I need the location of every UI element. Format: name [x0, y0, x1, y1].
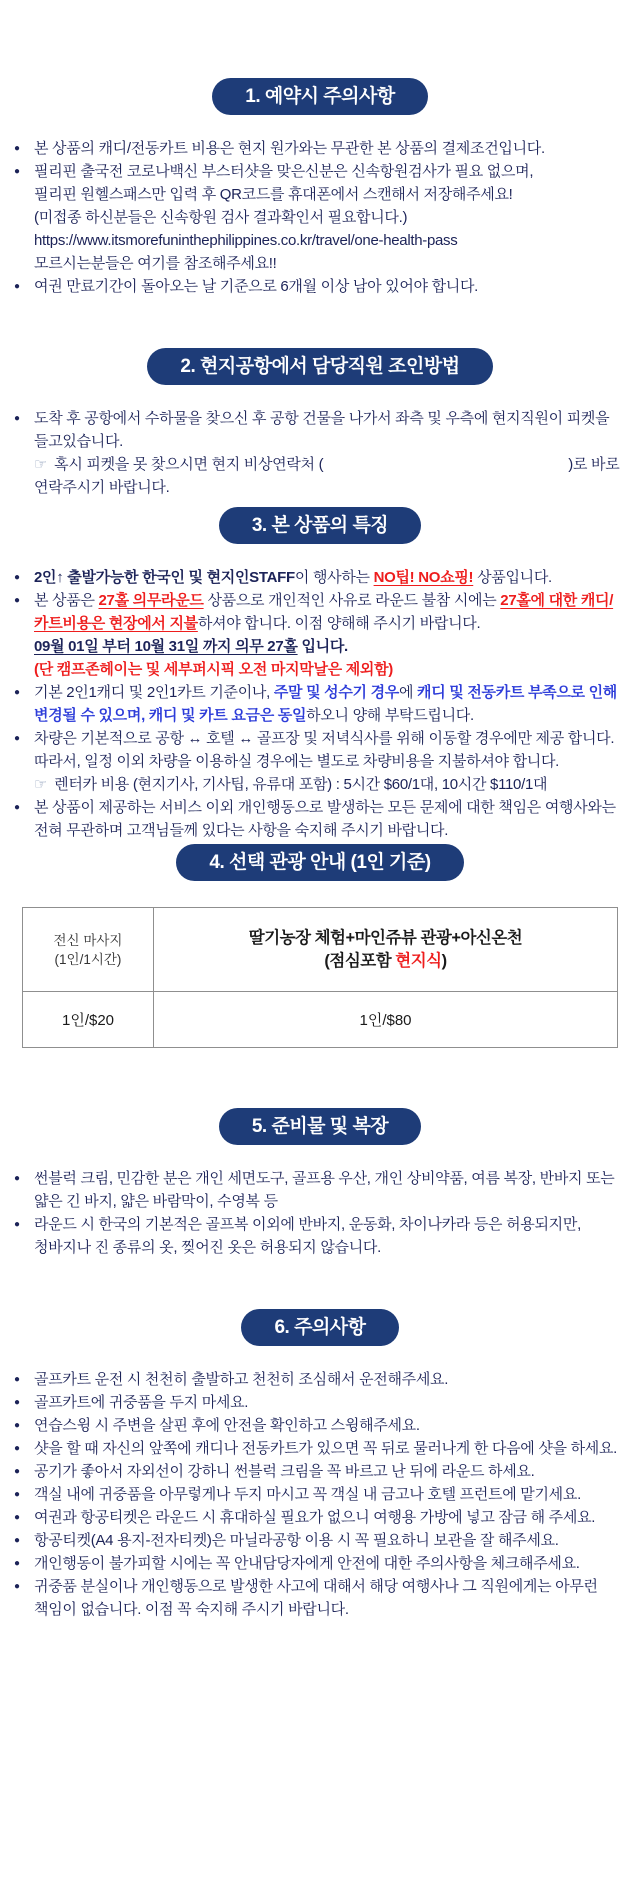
text-run: 썬블럭 크림, 민감한 분은 개인 세면도구, 골프용 우산, 개인 상비약품, 여름 복장, 반바지 또는 얇은 긴 바지, 얇은 바람막이, 수영복 등: [34, 1170, 615, 1210]
text-run: 샷을 할 때 자신의 앞쪽에 캐디나 전동카트가 있으면 꼭 뒤로 물러나게 한 다음에 샷을 하세요.: [34, 1440, 618, 1457]
section-items: [0, 1167, 640, 1259]
bullet-icon: ●: [14, 1581, 20, 1592]
bullet-item: [0, 1414, 640, 1437]
text-run: 하오니 양해 부탁드립니다.: [306, 707, 474, 724]
text-run: 필리핀 원헬스패스만 입력 후 QR코드를 휴대폰에서 스캔해서 저장해주세요!: [34, 186, 513, 203]
bullet-item: [0, 1391, 640, 1414]
bullet-icon: ●: [14, 595, 20, 606]
bullet-item: [0, 160, 640, 183]
table-cell-line: [29, 950, 147, 969]
table-row: [23, 992, 618, 1048]
pointer-item: [0, 453, 640, 499]
url-text[interactable]: https://www.itsmorefuninthephilippines.co.kr/travel/one-health-pass: [34, 232, 458, 249]
section-s3: [0, 507, 640, 842]
section-s4: [0, 844, 640, 1048]
bullet-icon: ●: [14, 1173, 20, 1184]
text-run: 본 상품의 캐디/전동카트 비용은 현지 원가와는 무관한 본 상품의 결제조건입니다.: [34, 140, 545, 157]
section-items: [0, 1368, 640, 1621]
table-cell: [23, 992, 154, 1048]
text-run: 1인/$20: [61, 1012, 115, 1029]
table-cell: [23, 908, 154, 992]
text-run: 렌터카 비용 (현지기사, 기사팁, 유류대 포함) : 5시간 $60/1대, 10시간 $110/1대: [54, 776, 548, 793]
bullet-icon: ●: [14, 1558, 20, 1569]
bullet-icon: ●: [14, 1219, 20, 1230]
bullet-item: [0, 1575, 640, 1621]
text-run: 기본 2인1캐디 및 2인1카트 기준이나,: [34, 684, 274, 701]
bullet-item: [0, 1552, 640, 1575]
bullet-icon: ●: [14, 572, 20, 583]
continuation-line: [0, 252, 640, 275]
text-run: 도착 후 공항에서 수하물을 찾으신 후 공항 건물을 나가서 좌측 및 우측에 현지직원이 피켓을 들고있습니다.: [34, 410, 610, 450]
section-header-row: [0, 348, 640, 385]
text-run: 현지식: [395, 951, 442, 970]
section-header-pill: 1. 예약시 주의사항: [212, 78, 427, 115]
text-run: ): [441, 951, 447, 970]
section-header-row: [0, 507, 640, 544]
table-cell-line: [160, 927, 611, 950]
section-header-pill: 2. 현지공항에서 담당직원 조인방법: [147, 348, 492, 385]
bullet-item: [0, 1483, 640, 1506]
bullet-icon: ●: [14, 1512, 20, 1523]
bullet-item: [0, 137, 640, 160]
section-header-row: [0, 844, 640, 881]
text-run: 딸기농장 체험+마인쥬뷰 관광+아신온천: [248, 928, 523, 947]
table-cell: [154, 908, 618, 992]
text-run: 여권 만료기간이 돌아오는 날 기준으로 6개월 이상 남아 있어야 합니다.: [34, 278, 479, 295]
bullet-icon: ●: [14, 143, 20, 154]
bullet-icon: ●: [14, 802, 20, 813]
continuation-line: [0, 206, 640, 229]
text-run: (단 캠프존헤이는 및 세부퍼시픽 오전 마지막날은 제외함): [34, 661, 393, 678]
bullet-icon: ●: [14, 413, 20, 424]
text-run: 본 상품이 제공하는 서비스 이외 개인행동으로 발생하는 모든 문제에 대한 책임은 여행사와는 전혀 무관하며 고객님들께 있다는 사항을 숙지해 주시기 바랍니다.: [34, 799, 616, 839]
text-run: 2인↑ 출발가능한 한국인 및 현지인STAFF: [34, 569, 295, 586]
text-run: 여권과 항공티켓은 라운드 시 휴대하실 필요가 없으니 여행용 가방에 넣고 잠금 해 주세요.: [34, 1509, 596, 1526]
bullet-icon: ●: [14, 166, 20, 177]
text-run: 본 상품은: [34, 592, 99, 609]
text-run: 상품입니다.: [473, 569, 552, 586]
text-run: 09월 01일 부터 10월 31일 까지 의무 27홀: [34, 638, 298, 655]
text-run: 공기가 좋아서 자외선이 강하니 썬블럭 크림을 꼭 바르고 난 뒤에 라운드 하세요.: [34, 1463, 535, 1480]
text-run: 27홀에 대한 캐디/카트비용은 현장에서 지불: [34, 592, 614, 632]
text-run: 모르시는분들은 여기를 참조해주세요!!: [34, 255, 277, 272]
text-run: 귀중품 분실이나 개인행동으로 발생한 사고에 대해서 해당 여행사나 그 직원에게는 아무런 책임이 없습니다. 이점 꼭 숙지해 주시기 바랍니다.: [34, 1578, 598, 1618]
text-run: 혹시 피켓을 못 찾으시면 현지 비상연락처 (: [54, 456, 324, 473]
section-s1: [0, 0, 640, 298]
text-run: 골프카트에 귀중품을 두지 마세요.: [34, 1394, 249, 1411]
bullet-item: [0, 1437, 640, 1460]
table-cell-line: [29, 931, 147, 950]
bullet-item: [0, 275, 640, 298]
bullet-item: [0, 1368, 640, 1391]
section-s2: [0, 348, 640, 499]
text-run: 입니다.: [297, 638, 348, 655]
section-header-pill: 5. 준비물 및 복장: [219, 1108, 421, 1145]
section-header-pill: 4. 선택 관광 안내 (1인 기준): [176, 844, 463, 881]
text-run: 에: [398, 684, 418, 701]
section-header-row: [0, 78, 640, 115]
optional-tour-table: [22, 907, 618, 1048]
text-run: 개인행동이 불가피할 시에는 꼭 안내담당자에게 안전에 대한 주의사항을 체크해주세요.: [34, 1555, 580, 1572]
text-run: 주말 및 성수기 경우: [273, 684, 399, 701]
bullet-item: [0, 407, 640, 453]
bullet-item: [0, 1529, 640, 1552]
bullet-item: [0, 796, 640, 842]
section-header-row: [0, 1108, 640, 1145]
bullet-icon: ●: [14, 1466, 20, 1477]
section-header-pill: 6. 주의사항: [241, 1309, 398, 1346]
text-run: 1인/$80: [359, 1012, 412, 1029]
table-cell-line: [29, 1009, 147, 1030]
text-run: (점심포함: [324, 951, 396, 970]
text-run: 전신 마사지: [53, 932, 123, 948]
text-run: 골프카트 운전 시 천천히 출발하고 천천히 조심해서 운전해주세요.: [34, 1371, 449, 1388]
text-run: 라운드 시 한국의 기본적은 골프복 이외에 반바지, 운동화, 차이나카라 등은 허용되지만, 청바지나 진 종류의 옷, 찢어진 옷은 허용되지 않습니다.: [34, 1216, 581, 1256]
continuation-line: [0, 183, 640, 206]
pointer-hand-icon: ☞: [34, 456, 48, 473]
section-s5: [0, 1108, 640, 1259]
section-header-pill: 3. 본 상품의 특징: [219, 507, 421, 544]
pointer-item: [0, 773, 640, 796]
text-run: 연습스윙 시 주변을 살핀 후에 안전을 확인하고 스윙해주세요.: [34, 1417, 420, 1434]
bullet-icon: ●: [14, 281, 20, 292]
text-run: )로 바로 연락주시기 바랍니다.: [34, 456, 620, 496]
text-run: 27홀 의무라운드: [98, 592, 204, 609]
bullet-item: [0, 1460, 640, 1483]
bullet-icon: ●: [14, 1489, 20, 1500]
bullet-item: [0, 1506, 640, 1529]
bullet-item: [0, 1213, 640, 1259]
text-run: 상품으로 개인적인 사유로 라운드 불참 시에는: [203, 592, 501, 609]
text-run: 필리핀 출국전 코로나백신 부스터샷을 맞은신분은 신속항원검사가 필요 없으며,: [34, 163, 534, 180]
section-items: [0, 407, 640, 499]
continuation-line: [0, 635, 640, 658]
bullet-icon: ●: [14, 687, 20, 698]
text-run: NO팁! NO쇼핑!: [373, 569, 474, 586]
text-run: 객실 내에 귀중품을 아무렇게나 두지 마시고 꼭 객실 내 금고나 호텔 프런트에 맡기세요.: [34, 1486, 581, 1503]
section-header-row: [0, 1309, 640, 1346]
section-s6: [0, 1309, 640, 1621]
section-items: [0, 137, 640, 298]
table-row: [23, 908, 618, 992]
text-run: (미접종 하신분들은 신속항원 검사 결과확인서 필요합니다.): [34, 209, 408, 226]
bullet-item: [0, 589, 640, 635]
section-items: [0, 566, 640, 842]
bullet-icon: ●: [14, 1420, 20, 1431]
bullet-item: [0, 1167, 640, 1213]
bullet-icon: ●: [14, 1397, 20, 1408]
bullet-item: [0, 681, 640, 727]
table-cell-line: [160, 1009, 611, 1030]
bullet-icon: ●: [14, 1374, 20, 1385]
continuation-line: [0, 658, 640, 681]
bullet-icon: ●: [14, 1443, 20, 1454]
bullet-icon: ●: [14, 1535, 20, 1546]
text-run: 항공티켓(A4 용지-전자티켓)은 마닐라공항 이용 시 꼭 필요하니 보관을 잘 해주세요.: [34, 1532, 559, 1549]
continuation-line: [0, 229, 640, 252]
text-run: 하셔야 합니다. 이점 양해해 주시기 바랍니다.: [197, 615, 481, 632]
text-run: 캐디 및 전동카트 부족으로 인해 변경될 수 있으며, 캐디 및 카트 요금은 동일: [34, 684, 617, 724]
bullet-icon: ●: [14, 733, 20, 744]
pointer-hand-icon: ☞: [34, 776, 48, 793]
text-run: (1인/1시간): [54, 951, 122, 967]
table-cell: [154, 992, 618, 1048]
text-run: 이 행사하는: [294, 569, 374, 586]
text-run: 차량은 기본적으로 공항 ↔ 호텔 ↔ 골프장 및 저녁식사를 위해 이동할 경우에만 제공 합니다. 따라서, 일정 이외 차량을 이용하실 경우에는 별도로 차량비용을 지불하셔야 합니다.: [34, 730, 615, 770]
bullet-item: [0, 727, 640, 773]
table-cell-line: [160, 950, 611, 973]
bullet-item: [0, 566, 640, 589]
